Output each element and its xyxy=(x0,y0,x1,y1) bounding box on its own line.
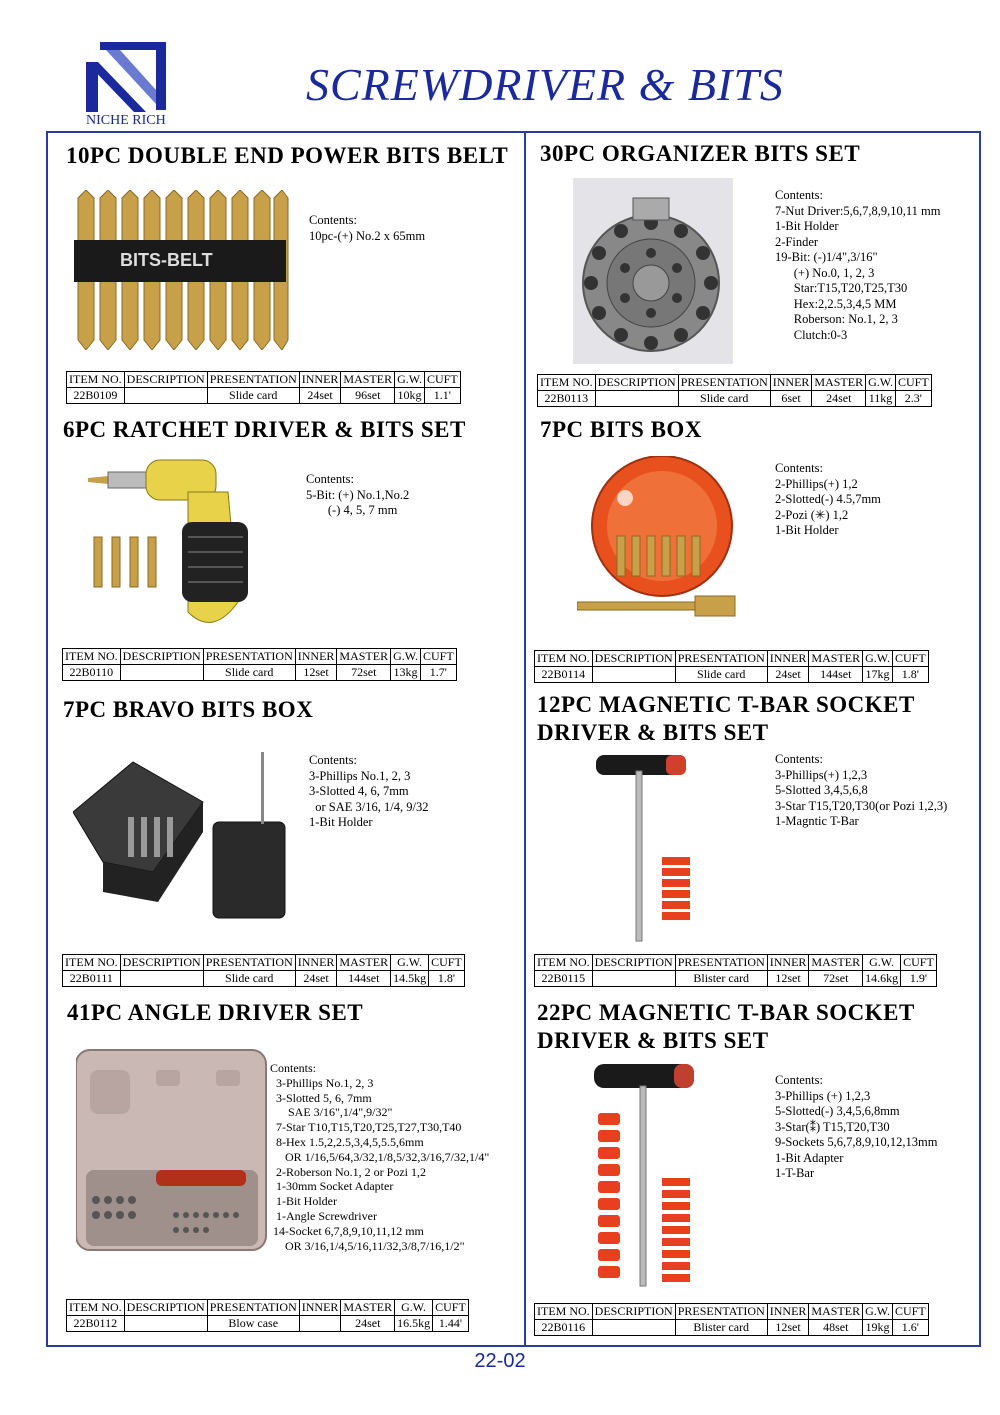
spec-table xyxy=(534,650,929,683)
col-item-no: ITEM NO. xyxy=(535,1304,593,1320)
table-header-row xyxy=(535,651,929,667)
cuft-cell: 1.9' xyxy=(901,971,937,987)
col-presentation: PRESENTATION xyxy=(675,955,767,971)
col-presentation: PRESENTATION xyxy=(675,1304,767,1320)
product-title: 30PC ORGANIZER BITS SET xyxy=(540,141,861,166)
col-master: MASTER xyxy=(337,649,391,665)
col-master: MASTER xyxy=(812,375,866,391)
item-no-cell: 22B0111 xyxy=(63,971,121,987)
col-master: MASTER xyxy=(809,955,863,971)
gw-cell: 19kg xyxy=(863,1320,893,1336)
spec-table xyxy=(62,648,457,681)
presentation-cell: Slide card xyxy=(203,665,295,681)
col-cuft: CUFT xyxy=(424,372,460,388)
cuft-cell: 1.1' xyxy=(424,388,460,404)
product-contents: Contents: 2-Phillips(+) 1,2 2-Slotted(-) 4.5,7mm 2-Pozi (✳) 1,2 1-Bit Holder xyxy=(775,461,881,537)
organizer-bits-image xyxy=(573,178,733,364)
t-bar-socket-12pc-image xyxy=(596,751,696,943)
description-cell xyxy=(120,971,203,987)
product-contents: Contents: 7-Nut Driver:5,6,7,8,9,10,11 mm 1-Bit Holder 2-Finder 19-Bit: (-)1/4",3/16" (+) No.0, 1, 2, 3 Star:T15,T20,T25,T30 Hex:2,2.5,3,4,5 MM Roberson: No.1, 2, 3 Clutch:0-3 xyxy=(775,188,941,342)
product-title: 7PC BITS BOX xyxy=(540,417,702,442)
spec-table xyxy=(66,371,461,404)
product-title: 6PC RATCHET DRIVER & BITS SET xyxy=(63,417,466,442)
inner-cell: 24set xyxy=(767,667,809,683)
item-no-cell: 22B0115 xyxy=(535,971,593,987)
spec-table xyxy=(62,954,465,987)
table-header-row xyxy=(63,649,457,665)
col-master: MASTER xyxy=(337,955,391,971)
col-presentation: PRESENTATION xyxy=(207,1300,299,1316)
col-description: DESCRIPTION xyxy=(595,375,678,391)
col-presentation: PRESENTATION xyxy=(207,372,299,388)
item-no-cell: 22B0116 xyxy=(535,1320,593,1336)
col-item-no: ITEM NO. xyxy=(535,955,593,971)
col-gw: G.W. xyxy=(863,1304,893,1320)
t-bar-socket-22pc-image xyxy=(590,1058,700,1288)
col-gw: G.W. xyxy=(395,372,425,388)
col-master: MASTER xyxy=(809,651,863,667)
product-title-line2: DRIVER & BITS SET xyxy=(537,720,769,745)
description-cell xyxy=(120,665,203,681)
inner-cell: 24set xyxy=(295,971,337,987)
column-divider xyxy=(524,131,526,1347)
product-title: 10PC DOUBLE END POWER BITS BELT xyxy=(66,143,509,168)
brand-name: NICHE RICH xyxy=(86,113,166,128)
gw-cell: 10kg xyxy=(395,388,425,404)
cuft-cell: 1.8' xyxy=(429,971,465,987)
master-cell: 72set xyxy=(809,971,863,987)
table-header-row xyxy=(67,372,461,388)
col-item-no: ITEM NO. xyxy=(63,649,121,665)
col-description: DESCRIPTION xyxy=(592,955,675,971)
table-row xyxy=(535,667,929,683)
col-description: DESCRIPTION xyxy=(120,649,203,665)
cuft-cell: 1.6' xyxy=(892,1320,928,1336)
cuft-cell: 2.3' xyxy=(895,391,931,407)
presentation-cell: Blister card xyxy=(675,971,767,987)
col-cuft: CUFT xyxy=(892,1304,928,1320)
master-cell: 24set xyxy=(341,1316,395,1332)
inner-cell: 12set xyxy=(295,665,337,681)
col-description: DESCRIPTION xyxy=(592,651,675,667)
table-header-row xyxy=(535,955,937,971)
col-cuft: CUFT xyxy=(895,375,931,391)
inner-cell: 24set xyxy=(299,388,341,404)
col-item-no: ITEM NO. xyxy=(67,1300,125,1316)
table-header-row xyxy=(535,1304,929,1320)
inner-cell: 6set xyxy=(770,391,812,407)
col-description: DESCRIPTION xyxy=(592,1304,675,1320)
presentation-cell: Slide card xyxy=(678,391,770,407)
bravo-bits-box-image xyxy=(73,752,293,922)
col-inner: INNER xyxy=(767,651,809,667)
table-row xyxy=(538,391,932,407)
master-cell: 24set xyxy=(812,391,866,407)
col-inner: INNER xyxy=(299,1300,341,1316)
col-inner: INNER xyxy=(767,1304,809,1320)
presentation-cell: Slide card xyxy=(675,667,767,683)
col-gw: G.W. xyxy=(391,649,421,665)
description-cell xyxy=(595,391,678,407)
bits-belt-image xyxy=(70,190,290,350)
inner-cell: 12set xyxy=(767,971,809,987)
product-contents: Contents: 3-Phillips No.1, 2, 3 3-Slotted 4, 6, 7mm or SAE 3/16, 1/4, 9/32 1-Bit Holder xyxy=(309,753,429,829)
col-gw: G.W. xyxy=(395,1300,433,1316)
col-item-no: ITEM NO. xyxy=(63,955,121,971)
product-contents: Contents: 5-Bit: (+) No.1,No.2 (-) 4, 5, 7 mm xyxy=(306,472,410,517)
col-cuft: CUFT xyxy=(429,955,465,971)
gw-cell: 14.6kg xyxy=(863,971,901,987)
product-contents: Contents: 10pc-(+) No.2 x 65mm xyxy=(309,213,426,243)
spec-table xyxy=(537,374,932,407)
product-contents: Contents: 3-Phillips No.1, 2, 3 3-Slotted 5, 6, 7mm SAE 3/16",1/4",9/32" 7-Star T10,T15,T20,T25,T27,T30,T40 8-Hex 1.5,2,2.5,3,4,5,5.5,6mm OR 1/16,5/64,3/32,1/8,5/32,3/16,7/32,1/4" 2-Roberson No.1, 2 or Pozi 1,2 1-30mm Socket Adapter 1-Bit Holder 1-Angle Screwdriver 14-Socket 6,7,8,9,10,11,12 mm OR 3/16,1/4,5/16,11/32,3/8,7/16,1/2" xyxy=(270,1061,490,1253)
table-header-row xyxy=(67,1300,469,1316)
table-row xyxy=(67,1316,469,1332)
col-inner: INNER xyxy=(299,372,341,388)
col-master: MASTER xyxy=(809,1304,863,1320)
product-title: 22PC MAGNETIC T-BAR SOCKET xyxy=(537,1000,915,1025)
table-header-row xyxy=(538,375,932,391)
presentation-cell: Blister card xyxy=(675,1320,767,1336)
col-inner: INNER xyxy=(767,955,809,971)
gw-cell: 17kg xyxy=(863,667,893,683)
description-cell xyxy=(592,971,675,987)
col-cuft: CUFT xyxy=(420,649,456,665)
presentation-cell: Blow case xyxy=(207,1316,299,1332)
belt-label: BITS-BELT xyxy=(120,250,213,270)
col-presentation: PRESENTATION xyxy=(203,955,295,971)
table-header-row xyxy=(63,955,465,971)
table-row xyxy=(535,1320,929,1336)
gw-cell: 11kg xyxy=(866,391,896,407)
product-title: 41PC ANGLE DRIVER SET xyxy=(67,1000,364,1025)
col-master: MASTER xyxy=(341,1300,395,1316)
ratchet-driver-image xyxy=(88,452,258,637)
table-row xyxy=(63,665,457,681)
col-gw: G.W. xyxy=(391,955,429,971)
description-cell xyxy=(124,1316,207,1332)
col-item-no: ITEM NO. xyxy=(67,372,125,388)
col-description: DESCRIPTION xyxy=(124,1300,207,1316)
col-inner: INNER xyxy=(295,955,337,971)
presentation-cell: Slide card xyxy=(207,388,299,404)
col-gw: G.W. xyxy=(863,955,901,971)
presentation-cell: Slide card xyxy=(203,971,295,987)
gw-cell: 16.5kg xyxy=(395,1316,433,1332)
master-cell: 144set xyxy=(809,667,863,683)
bits-box-image xyxy=(577,456,752,636)
inner-cell: 12set xyxy=(767,1320,809,1336)
col-cuft: CUFT xyxy=(433,1300,469,1316)
product-title: 7PC BRAVO BITS BOX xyxy=(63,697,314,722)
col-item-no: ITEM NO. xyxy=(538,375,596,391)
spec-table xyxy=(534,1303,929,1336)
col-cuft: CUFT xyxy=(901,955,937,971)
product-title-line2: DRIVER & BITS SET xyxy=(537,1028,769,1053)
table-row xyxy=(67,388,461,404)
item-no-cell: 22B0112 xyxy=(67,1316,125,1332)
inner-cell xyxy=(299,1316,341,1332)
col-presentation: PRESENTATION xyxy=(675,651,767,667)
col-gw: G.W. xyxy=(866,375,896,391)
product-contents: Contents: 3-Phillips (+) 1,2,3 5-Slotted(-) 3,4,5,6,8mm 3-Star(⁑) T15,T20,T30 9-Sockets 5,6,7,8,9,10,12,13mm 1-Bit Adapter 1-T-Bar xyxy=(775,1073,938,1180)
description-cell xyxy=(592,667,675,683)
item-no-cell: 22B0110 xyxy=(63,665,121,681)
col-description: DESCRIPTION xyxy=(120,955,203,971)
spec-table xyxy=(66,1299,469,1332)
col-inner: INNER xyxy=(295,649,337,665)
cuft-cell: 1.7' xyxy=(420,665,456,681)
master-cell: 48set xyxy=(809,1320,863,1336)
item-no-cell: 22B0113 xyxy=(538,391,596,407)
cuft-cell: 1.44' xyxy=(433,1316,469,1332)
description-cell xyxy=(124,388,207,404)
cuft-cell: 1.8' xyxy=(892,667,928,683)
col-description: DESCRIPTION xyxy=(124,372,207,388)
angle-driver-set-image xyxy=(76,1040,268,1255)
col-gw: G.W. xyxy=(863,651,893,667)
col-inner: INNER xyxy=(770,375,812,391)
product-title: 12PC MAGNETIC T-BAR SOCKET xyxy=(537,692,915,717)
product-contents: Contents: 3-Phillips(+) 1,2,3 5-Slotted 3,4,5,6,8 3-Star T15,T20,T30(or Pozi 1,2,3) 1-Magntic T-Bar xyxy=(775,752,948,828)
description-cell xyxy=(592,1320,675,1336)
col-item-no: ITEM NO. xyxy=(535,651,593,667)
spec-table xyxy=(534,954,937,987)
table-row xyxy=(535,971,937,987)
col-master: MASTER xyxy=(341,372,395,388)
col-presentation: PRESENTATION xyxy=(203,649,295,665)
table-row xyxy=(63,971,465,987)
master-cell: 72set xyxy=(337,665,391,681)
col-presentation: PRESENTATION xyxy=(678,375,770,391)
page-number: 22-02 xyxy=(474,1350,526,1372)
item-no-cell: 22B0109 xyxy=(67,388,125,404)
master-cell: 96set xyxy=(341,388,395,404)
page-title: SCREWDRIVER & BITS xyxy=(306,59,784,110)
gw-cell: 14.5kg xyxy=(391,971,429,987)
gw-cell: 13kg xyxy=(391,665,421,681)
master-cell: 144set xyxy=(337,971,391,987)
col-cuft: CUFT xyxy=(892,651,928,667)
item-no-cell: 22B0114 xyxy=(535,667,593,683)
